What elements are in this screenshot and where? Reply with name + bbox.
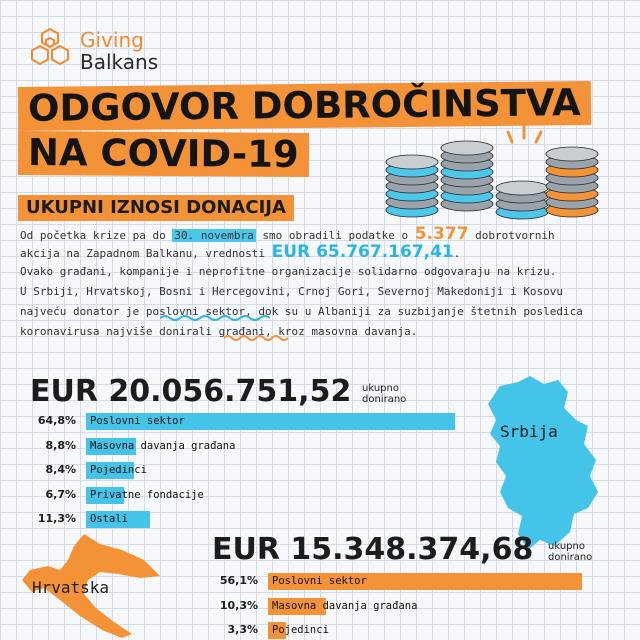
croatia-total-caption [548, 541, 592, 563]
share-percent: 10,3% [219, 598, 258, 612]
intro-line-3: Ovako građani, kompanije i neprofitne organizacije solidarno odgovaraju na krizu. [20, 265, 557, 278]
share-label: Masovna davanja građana [90, 439, 236, 452]
share-percent: 56,1% [219, 574, 258, 587]
croatia-label: Hrvatska [32, 578, 110, 597]
squiggle-underline-orange [224, 334, 288, 342]
caption-line: donirano [362, 394, 407, 405]
serbia-total-caption [362, 383, 406, 405]
serbia-label: Srbija [500, 422, 558, 441]
share-percent: 64,8% [37, 414, 76, 427]
share-percent: 8,4% [45, 463, 76, 477]
intro-text: akcija na Zapadnom Balkanu, vrednosti [20, 247, 272, 260]
caption-line: donirano [548, 552, 593, 563]
share-label: Poslovni sektor [90, 415, 185, 427]
coin-stacks-illustration [372, 122, 612, 222]
hexagon-logo-icon [28, 26, 72, 70]
share-percent: 6,7% [45, 487, 76, 501]
share-label: Pojedinci [90, 464, 147, 477]
intro-text: smo obradili podatke o [255, 229, 415, 242]
squiggle-underline-blue [160, 314, 270, 322]
caption-line: ukupno [548, 541, 585, 552]
share-label: Ostali [90, 513, 128, 526]
caption-line: ukupno [362, 383, 399, 394]
share-percent: 3,3% [227, 623, 258, 637]
share-label: Pojedinci [272, 624, 329, 637]
serbia-total: EUR 20.056.751,52 [30, 374, 352, 409]
intro-text: Od početka krize pa do [20, 229, 173, 242]
share-percent: 8,8% [45, 438, 76, 452]
brand-line-2: Balkans [80, 50, 159, 74]
serbia-map [478, 374, 608, 554]
total-amount: EUR 65.767.167,41 [271, 242, 454, 262]
brand-name [80, 30, 158, 72]
share-percent: 11,3% [37, 512, 76, 526]
share-label: Masovna davanja građana [272, 599, 418, 612]
intro-text: . [453, 247, 461, 260]
brand-line-1: Giving [80, 28, 144, 52]
date-highlight: 30. novembra [174, 229, 254, 242]
intro-text: dobrotvornih [468, 229, 555, 242]
action-count: 5.377 [414, 224, 469, 244]
share-label: Poslovni sektor [272, 575, 367, 587]
intro-line-4: U Srbiji, Hrvatskoj, Bosni i Hercegovini, Crnoj Gori, Severnoj Makedoniji i Kosovu [20, 285, 564, 298]
section-subtitle: UKUPNI IZNOSI DONACIJA [18, 195, 294, 221]
intro-line-2 [20, 244, 460, 263]
page-title-line-1: ODGOVOR DOBROČINSTVA [18, 81, 591, 131]
page-title-line-2: NA COVID-19 [18, 131, 309, 177]
croatia-total: EUR 15.348.374,68 [212, 532, 534, 567]
share-label: Privatne fondacije [90, 488, 204, 501]
intro-line-6: koronavirusa najviše donirali građani, kroz masovna davanja. [20, 325, 418, 338]
intro-line-5: najveću donator je poslovni sektor, dok su u Albaniji za suzbijanje štetnih posledica [20, 305, 583, 318]
